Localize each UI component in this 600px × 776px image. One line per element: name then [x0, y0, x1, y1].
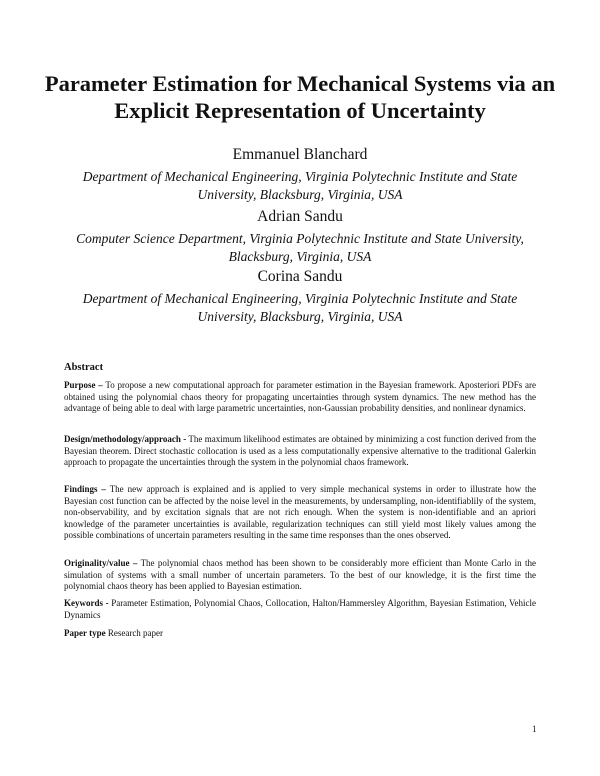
section-text: The polynomial chaos method has been shown to be considerably more efficient than Monte Carlo in the simulation of systems with a small number of uncertain parameters. To the best of our knowledge, it is the first time the polynomial chaos theory has been applied to Bayesian estimation.	[64, 558, 536, 591]
abstract-design	[64, 434, 536, 469]
author-name: Adrian Sandu	[257, 208, 343, 225]
section-label: Purpose –	[64, 380, 103, 390]
author-name: Corina Sandu	[257, 268, 343, 285]
section-label: Design/methodology/approach -	[64, 434, 187, 444]
author-affiliation: Department of Mechanical Engineering, Virginia Polytechnic Institute and State University, Blacksburg, Virginia, USA	[82, 291, 518, 324]
author-affiliation: Department of Mechanical Engineering, Virginia Polytechnic Institute and State University, Blacksburg, Virginia, USA	[82, 169, 518, 202]
author-name: Emmanuel Blanchard	[232, 146, 368, 163]
abstract-findings	[64, 484, 536, 542]
section-text: The maximum likelihood estimates are obtained by minimizing a cost function derived from the Bayesian theorem. Direct stochastic collocation is used as a less computationally expensive alternative to the traditional Galerkin approach to propagate the uncertainties through the system in the polynomial chaos framework.	[64, 434, 536, 467]
page-number: 1	[532, 724, 537, 734]
section-text: Research paper	[107, 628, 164, 638]
abstract-paper-type	[64, 628, 536, 640]
abstract-heading: Abstract	[64, 362, 104, 373]
abstract-purpose	[64, 380, 536, 415]
section-label: Paper type	[64, 628, 106, 638]
section-text: To propose a new computational approach for parameter estimation in the Bayesian framework. Aposteriori PDFs are obtained using the polynomial chaos theory for propagating uncertainties through system dynamics. The new method has the advantage of being able to deal with large parametric uncertainties, non-Gaussian probability densities, and nonlinear dynamics.	[64, 380, 537, 413]
section-label: Keywords -	[64, 598, 109, 608]
section-text: Parameter Estimation, Polynomial Chaos, Collocation, Halton/Hammersley Algorithm, Bayesian Estimation, Vehicle Dynamics	[64, 598, 537, 620]
author-affiliation: Computer Science Department, Virginia Polytechnic Institute and State University, Blacksburg, Virginia, USA	[76, 231, 524, 264]
abstract-originality	[64, 558, 536, 593]
paper-title: Parameter Estimation for Mechanical Systems via an Explicit Representation of Uncertainty	[44, 71, 556, 123]
section-label: Originality/value –	[64, 558, 138, 568]
section-text: The new approach is explained and is applied to very simple mechanical systems in order to illustrate how the Bayesian cost function can be affected by the noise level in the measurements, by undersampling, non-identifiablily of the system, non-observability, and by excitation signals that are not rich enough. When the system is non-identifiable and an apriori knowledge of the parameter uncertainties is available, regularization techniques can still yield most likely values among the possible combinations of uncertain parameters resulting in the same time responses than the ones observed.	[64, 484, 536, 540]
abstract-keywords	[64, 598, 536, 621]
section-label: Findings –	[64, 484, 106, 494]
